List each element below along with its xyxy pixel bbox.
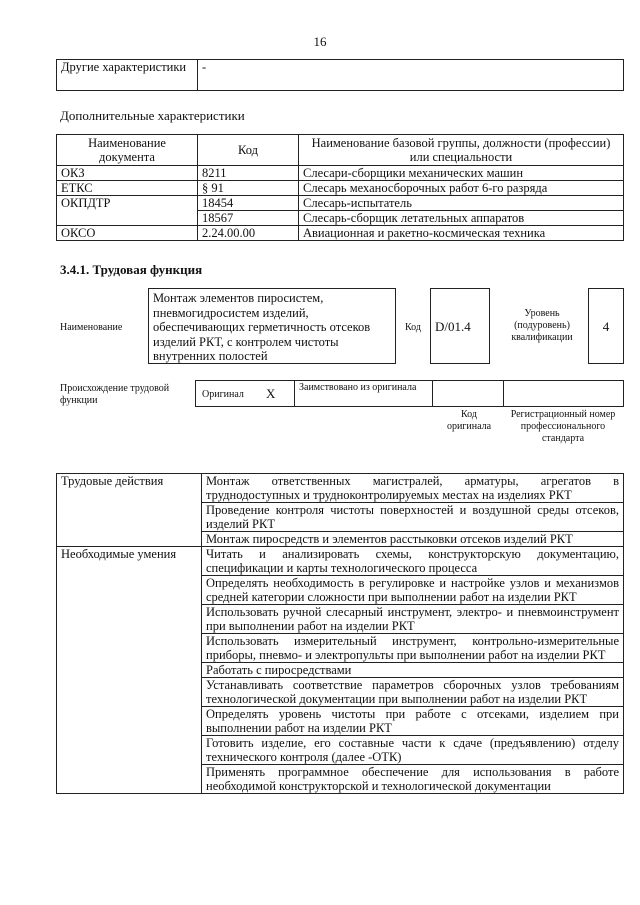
table-cell: ОКСО xyxy=(57,226,198,241)
skill-item: Определять уровень чистоты при работе с отсеками, изделием при выполнении работ на изделии РКТ xyxy=(202,707,624,736)
table-cell: 8211 xyxy=(198,166,299,181)
registration-number-box xyxy=(503,380,624,407)
original-code-box xyxy=(432,380,504,407)
other-characteristics-table xyxy=(56,59,624,91)
table-row xyxy=(57,181,624,196)
column-header: Код xyxy=(198,135,299,166)
labor-action-item: Проведение контроля чистоты поверхностей и воздушной среды отсеков, изделий РКТ xyxy=(202,503,624,532)
function-name-box: Монтаж элементов пиросистем, пневмогидросистем изделий, обеспечивающих герметичность отсеков изделий РКТ, с контролем чистоты внутренних полостей xyxy=(148,288,396,364)
labor-function-table xyxy=(56,473,624,794)
table-cell: Слесарь-испытатель xyxy=(299,196,624,211)
table-cell: 2.24.00.00 xyxy=(198,226,299,241)
skills-label: Необходимые умения xyxy=(57,547,202,794)
function-code-box: D/01.4 xyxy=(430,288,490,364)
column-header: Наименование документа xyxy=(57,135,198,166)
table-header-row xyxy=(57,135,624,166)
function-heading: 3.4.1. Трудовая функция xyxy=(60,262,203,277)
registration-number-caption: Регистрационный номер профессионального стандарта xyxy=(510,409,616,444)
skill-item: Использовать измерительный инструмент, контрольно-измерительные приборы, пневмо- и электропульты при выполнении работ на изделии РКТ xyxy=(202,634,624,663)
table-cell: Слесари-сборщики механических машин xyxy=(299,166,624,181)
table-cell: Авиационная и ракетно-космическая техника xyxy=(299,226,624,241)
additional-characteristics-table xyxy=(56,134,624,241)
table-cell: Слесарь механосборочных работ 6-го разряда xyxy=(299,181,624,196)
other-characteristics-value: - xyxy=(198,60,624,91)
original-mark: X xyxy=(266,386,276,401)
level-label: Уровень (подуровень) квалификации xyxy=(511,308,573,343)
table-cell: ОКЗ xyxy=(57,166,198,181)
original-box xyxy=(195,380,295,407)
table-cell: ЕТКС xyxy=(57,181,198,196)
labor-actions-label: Трудовые действия xyxy=(57,474,202,547)
skill-item: Читать и анализировать схемы, конструкторскую документацию, спецификации и карты технологического процесса xyxy=(202,547,624,576)
skill-item: Применять программное обеспечение для использования в работе необходимой конструкторской и технологической документации xyxy=(202,765,624,794)
table-cell: Слесарь-сборщик летательных аппаратов xyxy=(299,211,624,226)
original-label: Оригинал xyxy=(202,389,244,400)
column-header: Наименование базовой группы, должности (профессии) или специальности xyxy=(299,135,624,166)
table-row xyxy=(57,166,624,181)
table-row xyxy=(57,60,624,91)
page-number: 16 xyxy=(313,34,327,49)
labor-action-item: Монтаж ответственных магистралей, арматуры, агрегатов в труднодоступных и трудноконтролируемых местах на изделиях РКТ xyxy=(202,474,624,503)
name-label: Наименование xyxy=(60,322,123,333)
table-row xyxy=(57,196,624,211)
skill-item: Работать с пиросредствами xyxy=(202,663,624,678)
table-cell: ОКПДТР xyxy=(57,196,198,226)
qualification-level-box: 4 xyxy=(588,288,624,364)
skill-item: Определять необходимость в регулировке и настройке узлов и механизмов средней категории сложности при выполнении работ на изделии РКТ xyxy=(202,576,624,605)
table-row xyxy=(57,226,624,241)
skill-item: Использовать ручной слесарный инструмент, электро- и пневмоинструмент при выполнении работ на изделии РКТ xyxy=(202,605,624,634)
other-characteristics-label: Другие характеристики xyxy=(57,60,198,91)
table-row xyxy=(57,547,624,576)
table-row xyxy=(57,474,624,503)
skill-item: Готовить изделие, его составные части к сдаче (предъявлению) отделу технического контроля (далее -ОТК) xyxy=(202,736,624,765)
code-label: Код xyxy=(405,322,421,333)
additional-characteristics-title: Дополнительные характеристики xyxy=(60,108,245,123)
origin-label: Происхождение трудовой функции xyxy=(60,383,170,406)
labor-action-item: Монтаж пиросредств и элементов расстыковки отсеков изделий РКТ xyxy=(202,532,624,547)
table-cell: 18454 xyxy=(198,196,299,211)
borrowed-box: Заимствовано из оригинала xyxy=(294,380,433,407)
table-cell: § 91 xyxy=(198,181,299,196)
skill-item: Устанавливать соответствие параметров сборочных узлов требованиям технологической документации при выполнении работ на изделии РКТ xyxy=(202,678,624,707)
original-code-caption: Код оригинала xyxy=(446,409,492,432)
table-cell: 18567 xyxy=(198,211,299,226)
